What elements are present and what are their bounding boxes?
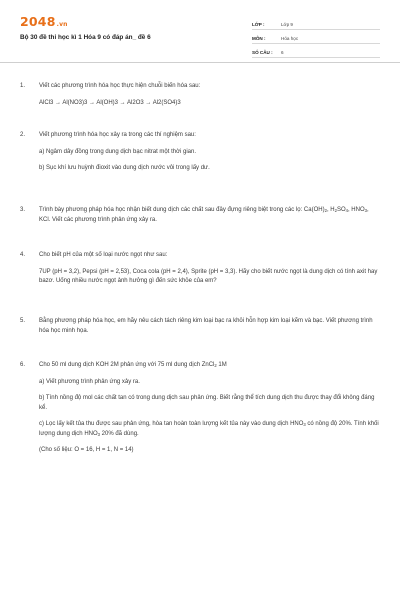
question-detail: 7UP (pH = 3,2), Pepsi (pH = 2,53), Coca cola (pH = 2,4), Sprite (pH = 3,3). Hãy cho biết nước ngọt là dung dịch có tính axit hay bazơ. Uống nhiều nước ngọt ảnh hưởng gì đến sức khỏe của em? (39, 268, 378, 284)
header-divider (0, 62, 400, 63)
question-3 (20, 206, 380, 236)
site-logo[interactable]: 2048.vn (20, 14, 68, 29)
question-body (39, 82, 380, 108)
meta-label: MÔN : (252, 36, 266, 41)
question-part-a: a) Viết phương trình phản ứng xảy ra. (39, 378, 140, 385)
question-text: Viết phương trình hóa học xảy ra trong các thí nghiệm sau: (39, 132, 196, 138)
question-text: Viết các phương trình hóa học thực hiện chuỗi biến hóa sau: (39, 83, 201, 89)
question-body (39, 317, 380, 336)
meta-value: 6 (281, 50, 284, 55)
question-text: Bằng phương pháp hóa học, em hãy nêu cách tách riêng kim loại bạc ra khỏi hỗn hợp kim loại kẽm và bạc. Viết phương trình hóa học minh họa. (39, 318, 373, 334)
meta-row-class (252, 16, 380, 30)
question-4 (20, 251, 380, 301)
meta-row-subject (252, 30, 380, 44)
data-note: (Cho số liệu: O = 16, H = 1, N = 14) (39, 447, 134, 453)
question-number: 2. (20, 132, 26, 138)
question-text: Cho 50 ml dung dịch KOH 2M phản ứng với 75 ml dung dịch ZnCl$_2$ 1M (39, 362, 227, 369)
question-number: 5. (20, 318, 26, 324)
meta-row-question-count (252, 44, 380, 58)
question-part-c: c) Lọc lấy kết tủa thu được sau phản ứng, hòa tan hoàn toàn lượng kết tủa này vào dung dịch $HNO_3$ có nồng độ 20%. Tính khối lượng dung dịch $HNO_3$ 20% đã dùng. (39, 421, 379, 437)
question-1 (20, 82, 380, 122)
question-part-a: a) Ngâm dây đồng trong dung dịch bạc nitrat một thời gian. (39, 148, 197, 155)
exam-meta-table (252, 16, 380, 58)
meta-value: Lớp 9 (281, 22, 293, 27)
question-body (39, 251, 380, 287)
question-part-b: b) Tính nồng độ mol các chất tan có trong dung dịch sau phản ứng. Biết rằng thể tích dung dịch thu được thay đổi không đáng kể. (39, 395, 375, 411)
question-body (39, 131, 380, 174)
question-part-b: b) Sục khí lưu huỳnh đioxit vào dung dịch nước vôi trong lấy dư. (39, 165, 210, 171)
document-title: Bộ 30 đề thi học kì 1 Hóa 9 có đáp án_ đề 6 (20, 34, 151, 41)
question-number: 1. (20, 83, 26, 89)
meta-label: LỚP : (252, 22, 265, 27)
question-number: 3. (20, 207, 26, 213)
question-body (39, 206, 380, 225)
question-body (39, 361, 380, 456)
question-2 (20, 131, 380, 191)
question-text: Cho biết pH của một số loại nước ngọt như sau: (39, 252, 168, 258)
reaction-chain: AlCl3 → Al(NO3)3 → Al(OH)3 → Al2O3 → Al2(SO4)3 (39, 99, 181, 106)
question-number: 6. (20, 362, 26, 368)
question-6 (20, 361, 380, 521)
question-5 (20, 317, 380, 341)
question-text: Trình bày phương pháp hóa học nhận biết dung dịch các chất sau đây đựng riêng biệt trong các lọ: $Ca(OH)_2$, $H_2SO_4$, $HNO_3$, KCl. Viết các phương trình phản ứng xảy ra. (39, 207, 369, 223)
meta-label: SỐ CÂU : (252, 50, 273, 55)
meta-value: Hóa học (281, 36, 299, 41)
question-number: 4. (20, 252, 26, 258)
